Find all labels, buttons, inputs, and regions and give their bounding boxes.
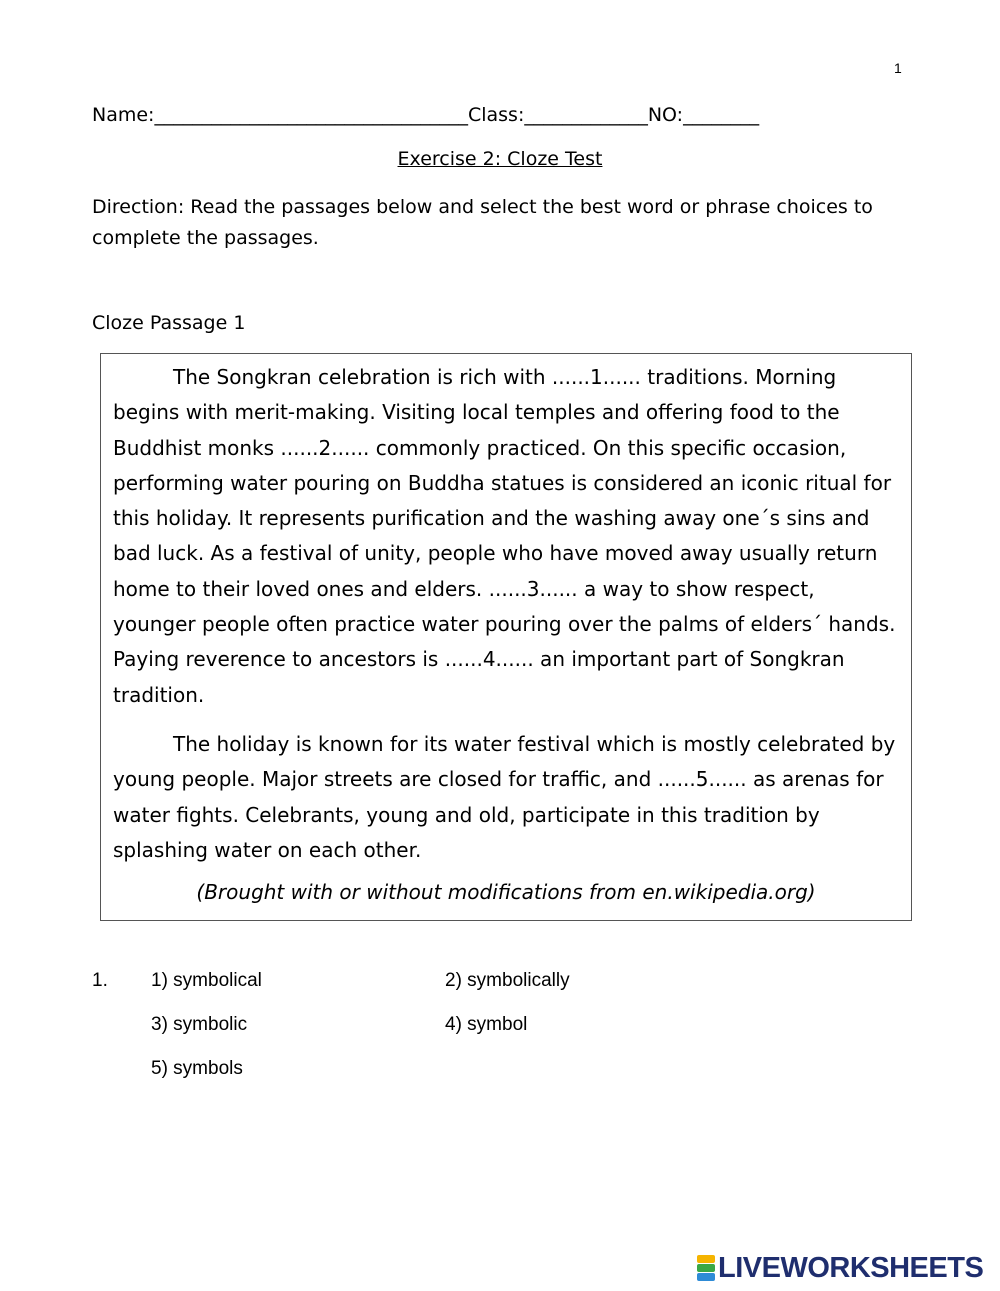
liveworksheets-logo-icon (697, 1255, 715, 1281)
passage-box (100, 353, 912, 921)
direction-text: Direction: Read the passages below and select the best word or phrase choices to complete the passages. (92, 196, 873, 249)
passage-citation: (Brought with or without modifications from en.wikipedia.org) (196, 880, 816, 905)
student-info-line: Name:_________________________________Class:_____________NO:________ (92, 104, 760, 126)
answer-option-3[interactable]: 3) symbolic (151, 1014, 248, 1035)
passage-paragraph-2: The holiday is known for its water festival which is mostly celebrated by young people. Major streets are closed for traffic, and ......5...... as arenas for water fights. Celebrants, young and old, participate in this tradition by splashing water on each other. (113, 731, 896, 862)
question-number: 1. (92, 970, 108, 991)
exercise-title (0, 148, 1000, 170)
exercise-title-text: Exercise 2: Cloze Test (397, 148, 603, 170)
passage-paragraph-1: The Songkran celebration is rich with ......1...... traditions. Morning begins with merit-making. Visiting local temples and offering food to the Buddhist monks ......2...... commonly practiced. On this specific occasion, performing water pouring on Buddha statues is considered an iconic ritual for this holiday. It represents purification and the washing away one´s sins and bad luck. As a festival of unity, people who have moved away usually return home to their loved ones and elders. ......3...... a way to show respect, younger people often practice water pouring over the palms of elders´ hands. Paying reverence to ancestors is ......4...... an important part of Songkran tradition. (113, 365, 896, 707)
liveworksheets-logo-text: LIVEWORKSHEETS (718, 1251, 984, 1284)
answer-option-5[interactable]: 5) symbols (151, 1058, 243, 1079)
liveworksheets-logo (697, 1252, 983, 1284)
answer-option-2[interactable]: 2) symbolically (445, 970, 570, 991)
answer-option-4[interactable]: 4) symbol (445, 1014, 528, 1035)
answer-option-1[interactable]: 1) symbolical (151, 970, 262, 991)
page-number: 1 (894, 60, 902, 76)
passage-label: Cloze Passage 1 (92, 312, 246, 334)
